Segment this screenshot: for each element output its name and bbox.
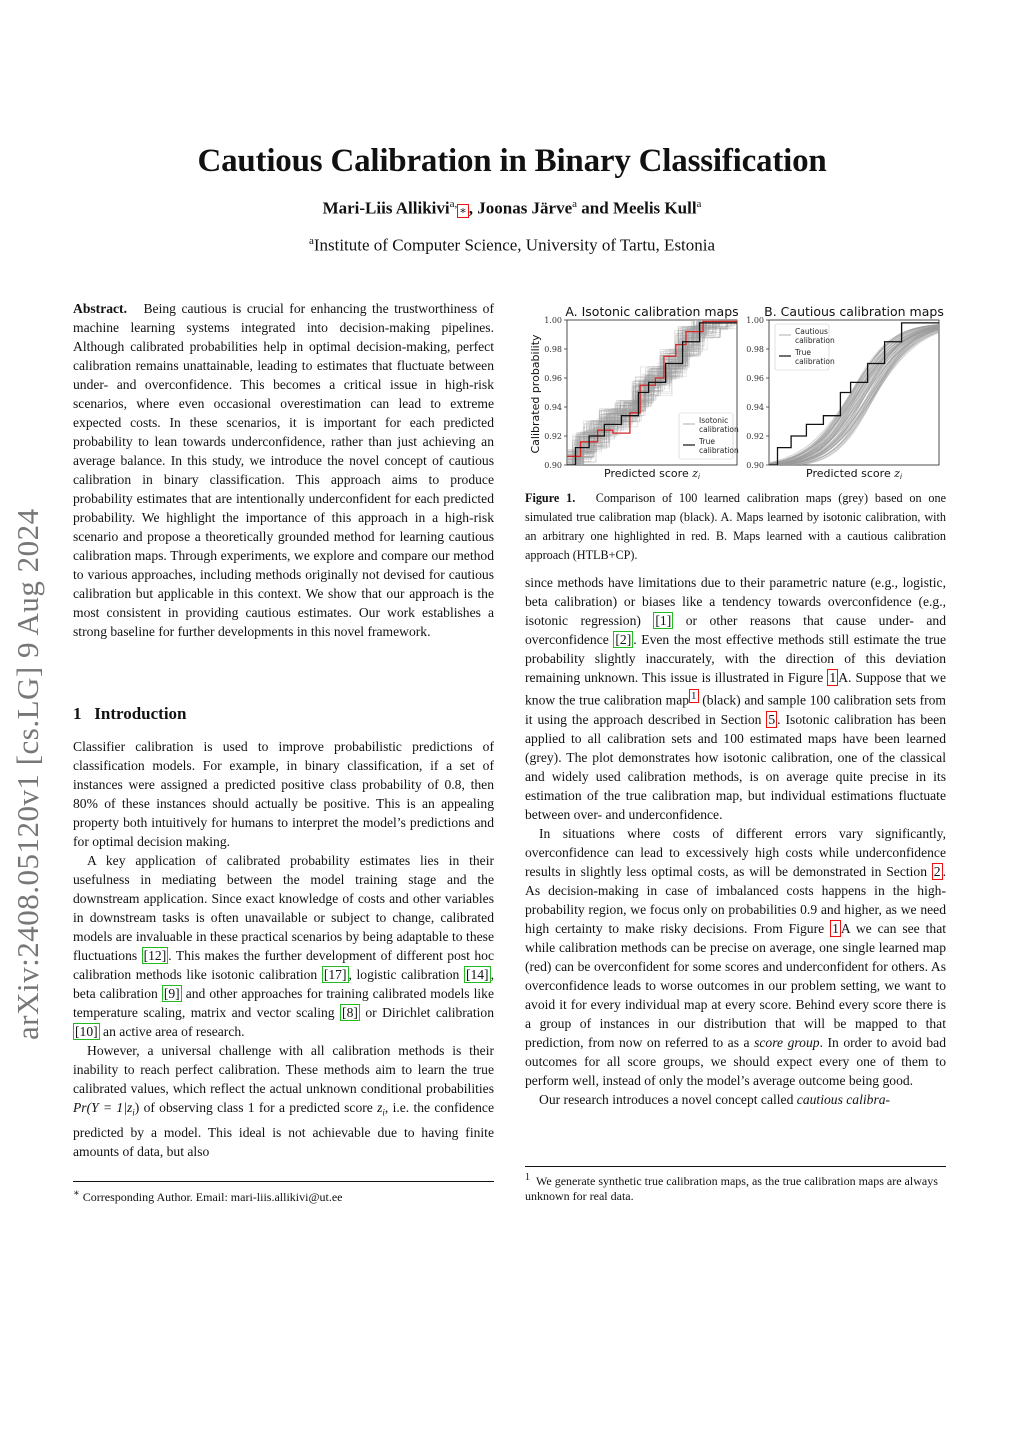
abstract-text: Being cautious is crucial for enhancing the trustworthiness of machine learning systems integrated into decision-making pipelines. Although calibrated probabilities help in optimal decision-making, perfect calibration remains unattainable, leading to estimates that fluctuate between under- and overconfidence. This becomes a critical issue in high-risk scenarios, where even occasional overestimation can lead to extreme expected costs. In these scenarios, it is important for each predicted probability to lean towards underconfidence, rather than just achieving an average balance. In this study, we introduce the novel concept of cautious calibration in binary classification. This approach aims to produce probability estimates that are intentionally underconfident for each predicted probability. We highlight the importance of this approach in a high-risk scenario and propose a theoretically grounded method for learning cautious calibration maps. Through experiments, we explore and compare our method to various approaches, including methods originally not devised for cautious calibration but applicable in this context. We show that our approach is the most consistent in providing cautious estimates. Our work establishes a strong baseline for further developments in this novel framework.: [73, 301, 494, 639]
author-list: Mari-Liis Allikivi$^{a,}$∗ , Joonas Järve$^a$ and Meelis Kull$^a$: [322, 198, 702, 218]
author-sup: a: [572, 198, 578, 210]
paragraph: However, a universal challenge with all calibration methods is their inability to reach perfect calibration. These methods aim to learn the true calibrated values, which reflect the actual unknown conditional probabilities $Pr(Y = 1|z_i)$ of observing class 1 for a predicted score $z_i$, i.e. the confidence predicted by a model. This ideal is not achievable due to having finite amounts of data, but also: [73, 1043, 494, 1159]
corresponding-author-link[interactable]: ∗: [459, 204, 467, 217]
legend-label: calibration: [699, 446, 739, 455]
y-tick-label: 1.00: [544, 316, 562, 325]
intro-body: [73, 737, 494, 1161]
figure-caption: [525, 489, 946, 565]
arxiv-stamp: arXiv:2408.05120v1 [cs.LG] 9 Aug 2024: [10, 508, 45, 1040]
legend-label: Isotonic: [699, 416, 729, 425]
affiliation: [0, 235, 1024, 256]
paper-title: Cautious Calibration in Binary Classification: [197, 143, 827, 179]
footnote-rule: [525, 1166, 946, 1167]
citation-link[interactable]: [12]: [143, 948, 167, 963]
author-name: Meelis Kull: [612, 198, 697, 218]
figure-link[interactable]: 1: [829, 670, 837, 685]
figure-svg: [525, 302, 946, 484]
author-sup: a: [696, 198, 702, 210]
citation-link[interactable]: [10]: [75, 1024, 98, 1039]
footnote: [73, 1186, 494, 1205]
citation-link[interactable]: [2]: [615, 632, 632, 647]
y-tick-label: 0.98: [746, 345, 764, 354]
x-axis-label: Predicted score zi: [806, 467, 902, 481]
author-and: and: [577, 198, 613, 218]
section-title: Introduction: [94, 704, 187, 723]
affiliation-sup: a: [308, 235, 314, 247]
figure-1: [525, 302, 946, 484]
section-link[interactable]: 2: [933, 863, 941, 879]
y-tick-label: 0.90: [746, 461, 764, 470]
y-tick-label: 0.96: [544, 374, 562, 383]
legend-label: calibration: [795, 357, 835, 366]
figure-link[interactable]: 1: [832, 920, 839, 936]
footnote-rule: [73, 1181, 494, 1182]
chart-title: A. Isotonic calibration maps: [565, 304, 739, 319]
author-name: Mari-Liis Allikivi: [322, 198, 450, 218]
legend-label: Cautious: [795, 327, 828, 336]
paragraph: A key application of calibrated probability estimates lies in their usefulness in mediating between the model training stage and the downstream application. Since exact knowledge of costs and other variables in downstream tasks is often unavailable or subject to change, calibrated models are invaluable in these practical scenarios by being adaptable to these fluctuations [12] . This makes the further development of different post hoc calibration methods like isotonic calibration [17] , logistic calibration [14] , beta calibration [9] and other approaches for training calibrated models like temperature scaling, matrix and vector scaling [8] or Dirichlet calibration [10] an active area of research.: [73, 853, 494, 1039]
y-tick-label: 0.92: [544, 432, 562, 441]
y-axis-label: Calibrated probability: [529, 334, 542, 454]
author-separator: ,: [468, 198, 478, 218]
footnote-mark: ∗: [73, 1188, 80, 1199]
x-axis-label: Predicted score zi: [604, 467, 700, 481]
y-tick-label: 0.94: [544, 403, 562, 412]
section-number: 1: [73, 704, 82, 723]
footnote-mark: 1: [525, 1172, 530, 1183]
section-link[interactable]: 5: [768, 711, 776, 727]
legend-label: True: [795, 348, 811, 357]
author-sup: a: [449, 198, 455, 210]
legend-label: True: [699, 437, 715, 446]
y-tick-label: 0.92: [746, 432, 764, 441]
citation-link[interactable]: [14]: [465, 967, 489, 982]
paragraph: since methods have limitations due to their parametric nature (e.g., logistic, beta calibration) or biases like a tendency towards overconfidence (e.g., isotonic regression) [1] or other reasons that cause under- and overconfidence [2] . Even the most effective methods still estimate the true probability slightly inaccurately, with the direction of this deviation remaining unknown. This issue is illustrated in Figure 1 A. Suppose that we know the true calibration map $^1$ (black) and sample 100 calibration sets from it using the approach described in Section 5 . Isotonic calibration has been applied to all calibration sets and 100 estimated maps have been learned (grey). The plot demonstrates how isotonic calibration, one of the classical and widely used calibration methods, is on average quite precise in its estimation of the true calibration map, but individual estimations fluctuate between over- and underconfidence.: [525, 575, 947, 822]
legend-label: calibration: [699, 425, 739, 434]
author-name: Joonas Järve: [477, 198, 573, 218]
citation-link[interactable]: [17]: [323, 967, 347, 982]
right-body: [525, 573, 946, 1109]
citation-link[interactable]: [1]: [655, 613, 672, 628]
caption-text: Comparison of 100 learned calibration maps (grey) based on one simulated true calibration map (black). A. Maps learned by isotonic calibration, with an arbitrary one highlighted in red. B. Maps learned with a cautious calibration approach (HTLB+CP).: [525, 491, 947, 562]
y-tick-label: 0.90: [544, 461, 562, 470]
footnote-text: We generate synthetic true calibration maps, as the true calibration maps are always unknown for real data.: [525, 1174, 938, 1203]
y-tick-label: 0.98: [544, 345, 562, 354]
affiliation-text: Institute of Computer Science, University of Tartu, Estonia: [313, 235, 716, 255]
y-tick-label: 0.94: [746, 403, 764, 412]
abstract-label: Abstract.: [73, 301, 127, 316]
legend-label: calibration: [795, 336, 835, 345]
abstract: [73, 299, 494, 641]
paragraph: Our research introduces a novel concept called cautious calibra-: [539, 1091, 891, 1107]
y-tick-label: 1.00: [746, 316, 764, 325]
chart-title: B. Cautious calibration maps: [764, 304, 944, 319]
citation-link[interactable]: [9]: [163, 986, 180, 1001]
caption-label: Figure 1.: [525, 491, 576, 505]
section-heading: [73, 704, 187, 724]
footnote: [525, 1170, 946, 1204]
paragraph: Classifier calibration is used to improve probabilistic predictions of classification models. For example, in binary classification, if a set of instances were assigned a predicted positive class probability of 0.8, then 80% of these instances should actually be positive. This is an appealing property both intuitively for humans to interpret the model’s predictions and for optimal decision making.: [73, 739, 494, 849]
y-tick-label: 0.96: [746, 374, 764, 383]
footnote-link[interactable]: 1: [691, 690, 697, 702]
footnote-text: Corresponding Author. Email: mari-liis.allikivi@ut.ee: [82, 1190, 343, 1204]
citation-link[interactable]: [8]: [342, 1005, 358, 1020]
paragraph: In situations where costs of different errors vary significantly, overconfidence can lead to excessively high costs while underconfidence results in slightly less optimal costs, as will be demonstrated in Section 2 . As decision-making in case of imbalanced costs happens in the high-probability region, we focus only on probabilities 0.9 and higher, as we need high certainty to make risky decisions. From Figure 1 A we can see that while calibration methods can be precise on average, one single learned map (red) can be overconfident for some scores and underconfident for others. As overconfidence leads to worse outcomes in our problem setting, we want to avoid it for every individual map at every score. Behind every score there is a group of instances in our distribution that will be mapped to that prediction, from now on referred to as a score group. In order to avoid bad outcomes for all score groups, we should expect every one of them to perform well, instead of only the model’s average outcome being good.: [525, 825, 947, 1088]
